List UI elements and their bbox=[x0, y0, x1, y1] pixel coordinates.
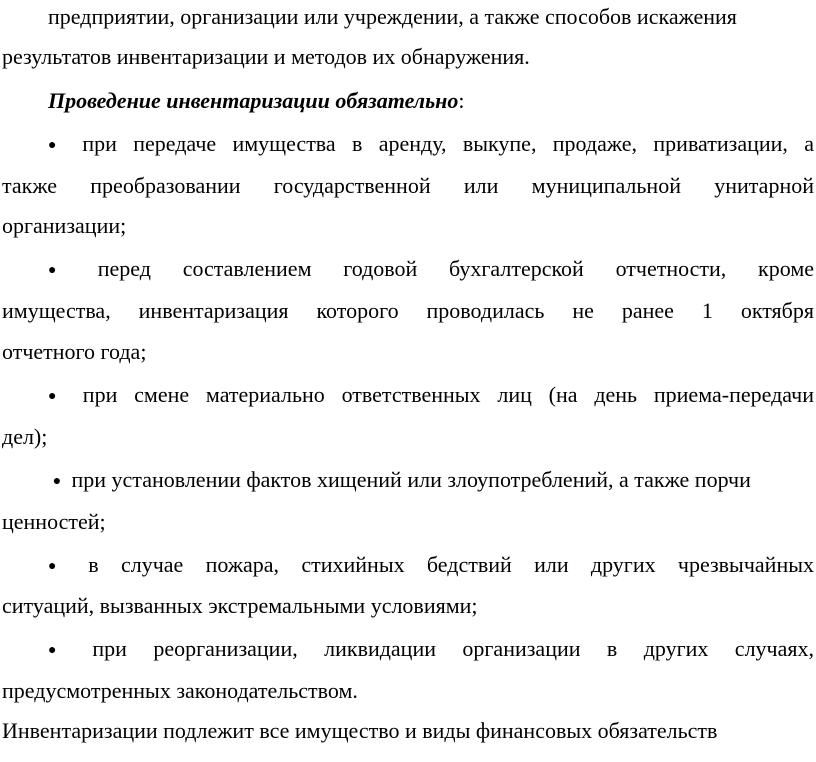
list-item-continuation bbox=[2, 211, 802, 241]
intro-text: результатов инвентаризации и методов их обнаружения. bbox=[2, 44, 530, 69]
list-item-continuation bbox=[2, 337, 802, 367]
list-item-text: при передаче имущества в аренду, выкупе, продаже, приватизации, а bbox=[82, 131, 814, 156]
list-item-text: также преобразовании государственной или муниципальной унитарной bbox=[2, 173, 814, 198]
list-item-continuation bbox=[2, 591, 802, 621]
list-item-text: ситуаций, вызванных экстремальными условиями; bbox=[2, 593, 478, 618]
list-item-text: при смене материально ответственных лиц (на день приема-передачи bbox=[82, 382, 814, 407]
list-item bbox=[48, 465, 814, 495]
list-item-text: ценностей; bbox=[2, 509, 106, 534]
list-item-continuation bbox=[2, 507, 802, 537]
list-item-text: в случае пожара, стихийных бедствий или других чрезвычайных bbox=[88, 552, 814, 577]
list-item-text: дел); bbox=[2, 424, 48, 449]
bullet-icon: ● bbox=[52, 474, 62, 489]
bullet-icon: ● bbox=[48, 559, 57, 574]
list-item-text: при установлении фактов хищений или злоупотреблений, а также порчи bbox=[71, 467, 751, 492]
intro-line-1 bbox=[48, 2, 814, 32]
intro-text: предприятии, организации или учреждении, а также способов искажения bbox=[48, 4, 737, 29]
list-item-continuation bbox=[2, 171, 814, 201]
bullet-icon: ● bbox=[48, 389, 57, 404]
bullet-icon: ● bbox=[48, 263, 57, 278]
list-item-continuation bbox=[2, 422, 802, 452]
list-item bbox=[48, 634, 814, 664]
bullet-icon: ● bbox=[48, 138, 57, 153]
list-item bbox=[48, 380, 814, 410]
bullet-icon: ● bbox=[48, 643, 57, 658]
heading-text: Проведение инвентаризации обязательно bbox=[48, 88, 459, 113]
list-item-text: организации; bbox=[2, 213, 127, 238]
section-heading bbox=[48, 86, 808, 116]
closing-paragraph bbox=[2, 716, 814, 746]
intro-line-2 bbox=[2, 42, 802, 72]
heading-colon: : bbox=[458, 88, 465, 113]
list-item-text: при реорганизации, ликвидации организации в других случаях, bbox=[92, 636, 814, 661]
list-item bbox=[48, 254, 814, 284]
list-item-text: перед составлением годовой бухгалтерской отчетности, кроме bbox=[97, 256, 814, 281]
closing-text: Инвентаризации подлежит все имущество и виды финансовых обязательств bbox=[2, 718, 718, 743]
list-item-text: отчетного года; bbox=[2, 339, 147, 364]
list-item bbox=[48, 550, 814, 580]
list-item-text: имущества, инвентаризация которого проводилась не ранее 1 октября bbox=[2, 298, 814, 323]
list-item-continuation bbox=[2, 296, 814, 326]
list-item bbox=[48, 129, 814, 159]
list-item-continuation bbox=[2, 676, 802, 706]
list-item-text: предусмотренных законодательством. bbox=[2, 678, 358, 703]
